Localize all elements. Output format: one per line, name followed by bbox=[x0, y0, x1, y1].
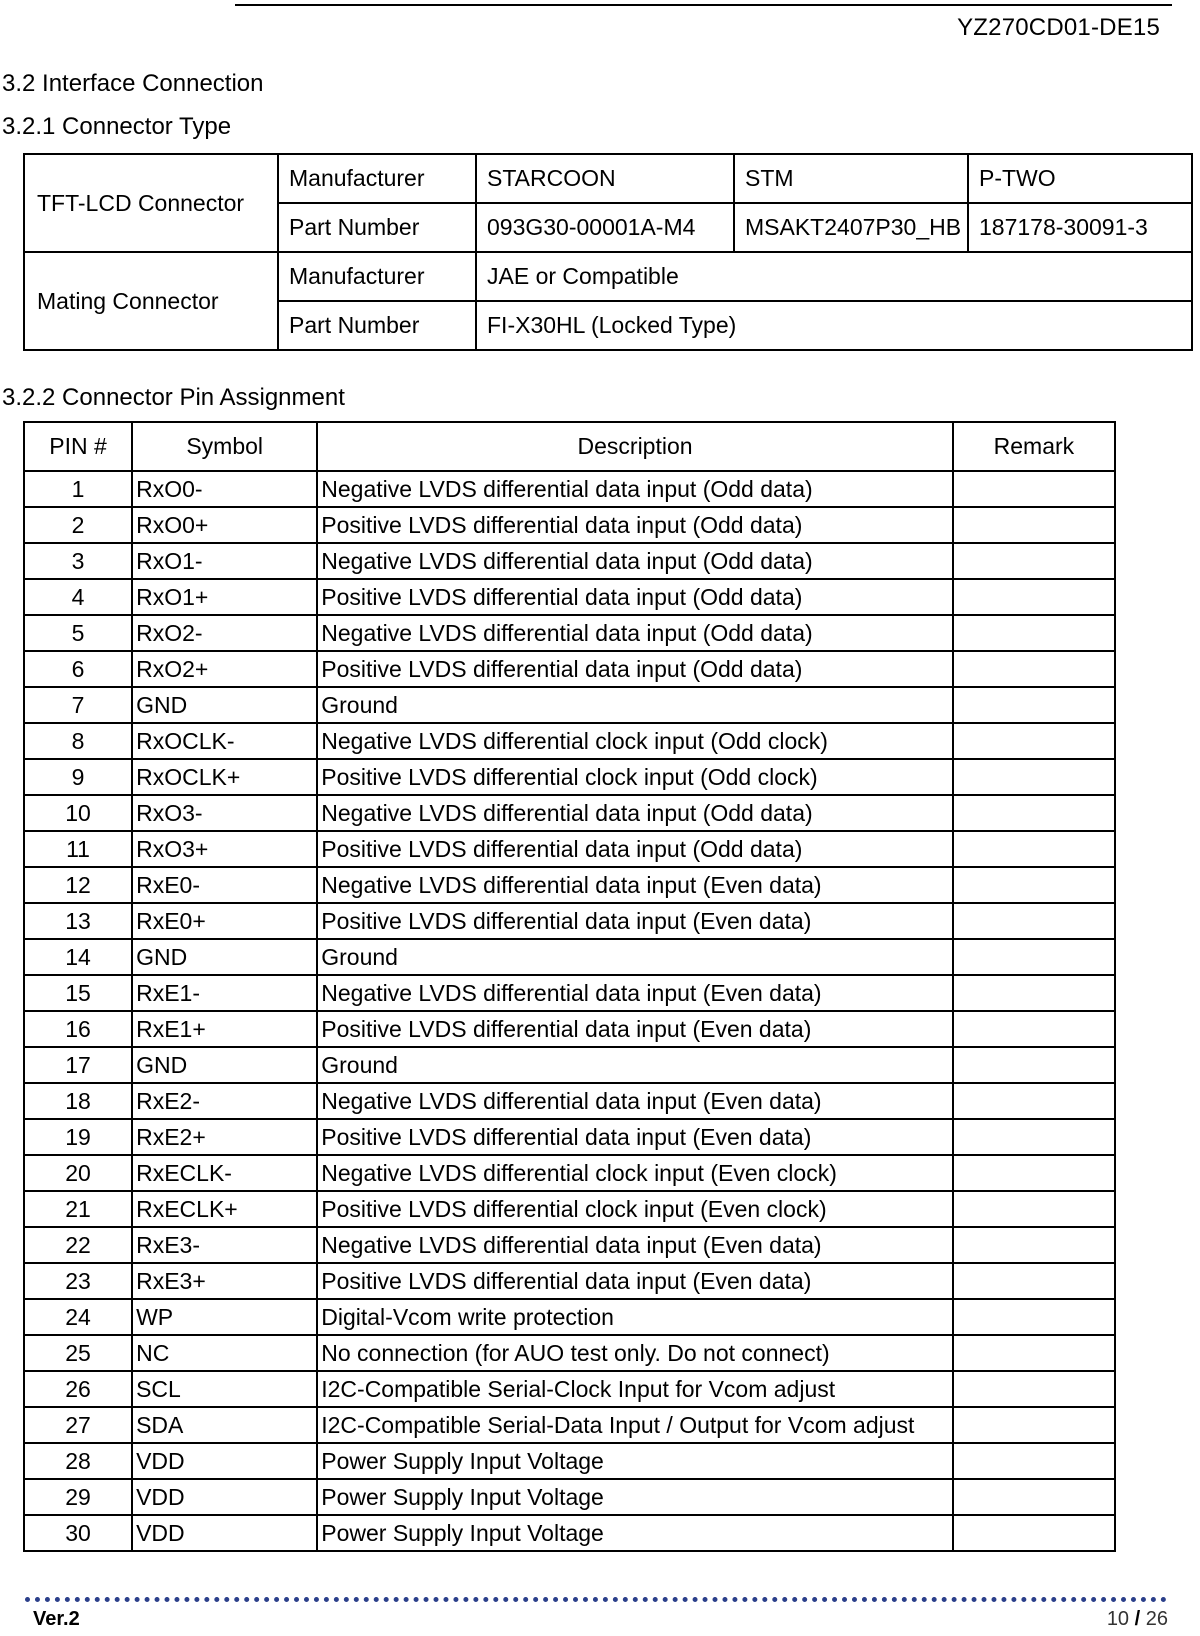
tft-part-number-cell: 093G30-00001A-M4 bbox=[476, 203, 734, 252]
table-row bbox=[24, 795, 1115, 831]
section-heading-interface: 3.2 Interface Connection bbox=[2, 70, 264, 97]
pin-cell: 24 bbox=[24, 1299, 132, 1335]
pin-cell: 2 bbox=[24, 507, 132, 543]
table-row bbox=[24, 939, 1115, 975]
part-number-label: Part Number bbox=[278, 203, 476, 252]
pin-cell: 12 bbox=[24, 867, 132, 903]
table-row bbox=[24, 1083, 1115, 1119]
description-cell: Negative LVDS differential data input (Even data) bbox=[317, 1083, 953, 1119]
symbol-cell: RxO1+ bbox=[132, 579, 317, 615]
table-row bbox=[24, 1443, 1115, 1479]
table-header-row bbox=[24, 422, 1115, 471]
remark-cell bbox=[953, 759, 1115, 795]
description-cell: Ground bbox=[317, 939, 953, 975]
description-cell: Positive LVDS differential data input (Even data) bbox=[317, 1263, 953, 1299]
symbol-cell: WP bbox=[132, 1299, 317, 1335]
tft-manufacturer-cell: P-TWO bbox=[968, 154, 1192, 203]
table-row bbox=[24, 1335, 1115, 1371]
symbol-cell: GND bbox=[132, 939, 317, 975]
symbol-cell: SDA bbox=[132, 1407, 317, 1443]
remark-cell bbox=[953, 831, 1115, 867]
pin-cell: 6 bbox=[24, 651, 132, 687]
mating-part-number-cell: FI-X30HL (Locked Type) bbox=[476, 301, 1192, 350]
symbol-cell: RxE3- bbox=[132, 1227, 317, 1263]
pin-table-body bbox=[24, 471, 1115, 1551]
table-row bbox=[24, 1047, 1115, 1083]
section-heading-connector-type: 3.2.1 Connector Type bbox=[2, 113, 232, 140]
connector-type-table bbox=[23, 153, 1193, 351]
remark-cell bbox=[953, 1479, 1115, 1515]
manufacturer-label: Manufacturer bbox=[278, 154, 476, 203]
symbol-cell: RxECLK- bbox=[132, 1155, 317, 1191]
description-cell: Positive LVDS differential data input (Odd data) bbox=[317, 507, 953, 543]
description-cell: Positive LVDS differential data input (Odd data) bbox=[317, 579, 953, 615]
pin-cell: 17 bbox=[24, 1047, 132, 1083]
symbol-cell: GND bbox=[132, 1047, 317, 1083]
symbol-cell: RxO1- bbox=[132, 543, 317, 579]
symbol-cell: RxO0- bbox=[132, 471, 317, 507]
table-row bbox=[24, 252, 1192, 301]
pin-cell: 18 bbox=[24, 1083, 132, 1119]
table-row bbox=[24, 867, 1115, 903]
table-row bbox=[24, 154, 1192, 203]
symbol-cell: GND bbox=[132, 687, 317, 723]
remark-cell bbox=[953, 1371, 1115, 1407]
symbol-cell: RxO2- bbox=[132, 615, 317, 651]
description-cell: No connection (for AUO test only. Do not connect) bbox=[317, 1335, 953, 1371]
pin-cell: 10 bbox=[24, 795, 132, 831]
symbol-cell: RxO0+ bbox=[132, 507, 317, 543]
symbol-cell: RxO3- bbox=[132, 795, 317, 831]
description-cell: I2C-Compatible Serial-Clock Input for Vcom adjust bbox=[317, 1371, 953, 1407]
remark-cell bbox=[953, 1263, 1115, 1299]
part-number-label: Part Number bbox=[278, 301, 476, 350]
column-header-symbol: Symbol bbox=[132, 422, 317, 471]
table-row bbox=[24, 615, 1115, 651]
table-row bbox=[24, 975, 1115, 1011]
remark-cell bbox=[953, 1515, 1115, 1551]
table-row bbox=[24, 723, 1115, 759]
manufacturer-label: Manufacturer bbox=[278, 252, 476, 301]
description-cell: Negative LVDS differential data input (Even data) bbox=[317, 1227, 953, 1263]
table-row bbox=[24, 1515, 1115, 1551]
symbol-cell: RxO2+ bbox=[132, 651, 317, 687]
description-cell: Power Supply Input Voltage bbox=[317, 1443, 953, 1479]
pin-cell: 3 bbox=[24, 543, 132, 579]
description-cell: Positive LVDS differential clock input (Even clock) bbox=[317, 1191, 953, 1227]
table-row bbox=[24, 759, 1115, 795]
description-cell: Negative LVDS differential clock input (Odd clock) bbox=[317, 723, 953, 759]
description-cell: Power Supply Input Voltage bbox=[317, 1479, 953, 1515]
pin-cell: 15 bbox=[24, 975, 132, 1011]
remark-cell bbox=[953, 1083, 1115, 1119]
symbol-cell: RxE0- bbox=[132, 867, 317, 903]
remark-cell bbox=[953, 1119, 1115, 1155]
description-cell: Negative LVDS differential data input (Odd data) bbox=[317, 795, 953, 831]
table-row bbox=[24, 1299, 1115, 1335]
description-cell: Digital-Vcom write protection bbox=[317, 1299, 953, 1335]
remark-cell bbox=[953, 687, 1115, 723]
table-row bbox=[24, 1407, 1115, 1443]
remark-cell bbox=[953, 867, 1115, 903]
column-header-remark: Remark bbox=[953, 422, 1115, 471]
table-row bbox=[24, 1191, 1115, 1227]
pin-cell: 9 bbox=[24, 759, 132, 795]
document-code: YZ270CD01-DE15 bbox=[957, 14, 1160, 41]
description-cell: Negative LVDS differential data input (Odd data) bbox=[317, 615, 953, 651]
remark-cell bbox=[953, 1047, 1115, 1083]
table-row bbox=[24, 1371, 1115, 1407]
pin-cell: 8 bbox=[24, 723, 132, 759]
remark-cell bbox=[953, 975, 1115, 1011]
remark-cell bbox=[953, 543, 1115, 579]
table-row bbox=[24, 1011, 1115, 1047]
symbol-cell: VDD bbox=[132, 1479, 317, 1515]
remark-cell bbox=[953, 615, 1115, 651]
symbol-cell: RxO3+ bbox=[132, 831, 317, 867]
description-cell: Negative LVDS differential clock input (Even clock) bbox=[317, 1155, 953, 1191]
description-cell: Negative LVDS differential data input (Odd data) bbox=[317, 543, 953, 579]
symbol-cell: VDD bbox=[132, 1443, 317, 1479]
remark-cell bbox=[953, 723, 1115, 759]
header-rule bbox=[235, 4, 1172, 6]
description-cell: Ground bbox=[317, 687, 953, 723]
description-cell: Negative LVDS differential data input (Even data) bbox=[317, 867, 953, 903]
remark-cell bbox=[953, 471, 1115, 507]
table-row bbox=[24, 651, 1115, 687]
page-separator: / bbox=[1134, 1608, 1141, 1630]
symbol-cell: VDD bbox=[132, 1515, 317, 1551]
description-cell: Positive LVDS differential data input (Odd data) bbox=[317, 831, 953, 867]
mating-manufacturer-cell: JAE or Compatible bbox=[476, 252, 1192, 301]
table-row bbox=[24, 1479, 1115, 1515]
pin-cell: 19 bbox=[24, 1119, 132, 1155]
pin-cell: 27 bbox=[24, 1407, 132, 1443]
table-row bbox=[24, 471, 1115, 507]
description-cell: Positive LVDS differential clock input (Odd clock) bbox=[317, 759, 953, 795]
symbol-cell: SCL bbox=[132, 1371, 317, 1407]
pin-cell: 11 bbox=[24, 831, 132, 867]
symbol-cell: RxOCLK- bbox=[132, 723, 317, 759]
section-heading-pin-assignment: 3.2.2 Connector Pin Assignment bbox=[2, 384, 345, 411]
page-number bbox=[1107, 1608, 1168, 1631]
column-header-description: Description bbox=[317, 422, 953, 471]
table-row bbox=[24, 543, 1115, 579]
pin-cell: 5 bbox=[24, 615, 132, 651]
symbol-cell: RxOCLK+ bbox=[132, 759, 317, 795]
table-row bbox=[24, 507, 1115, 543]
remark-cell bbox=[953, 939, 1115, 975]
symbol-cell: RxE1- bbox=[132, 975, 317, 1011]
symbol-cell: RxE1+ bbox=[132, 1011, 317, 1047]
pin-cell: 29 bbox=[24, 1479, 132, 1515]
pin-cell: 4 bbox=[24, 579, 132, 615]
pin-cell: 21 bbox=[24, 1191, 132, 1227]
table-row bbox=[24, 831, 1115, 867]
pin-cell: 26 bbox=[24, 1371, 132, 1407]
table-row bbox=[24, 579, 1115, 615]
description-cell: I2C-Compatible Serial-Data Input / Output for Vcom adjust bbox=[317, 1407, 953, 1443]
symbol-cell: RxE3+ bbox=[132, 1263, 317, 1299]
tft-manufacturer-cell: STM bbox=[734, 154, 968, 203]
pin-cell: 22 bbox=[24, 1227, 132, 1263]
mating-connector-label: Mating Connector bbox=[24, 252, 278, 350]
page-current: 10 bbox=[1106, 1608, 1130, 1630]
description-cell: Ground bbox=[317, 1047, 953, 1083]
symbol-cell: RxE2- bbox=[132, 1083, 317, 1119]
remark-cell bbox=[953, 507, 1115, 543]
remark-cell bbox=[953, 1011, 1115, 1047]
tft-part-number-cell: MSAKT2407P30_HB bbox=[734, 203, 968, 252]
symbol-cell: RxE0+ bbox=[132, 903, 317, 939]
version-label: Ver.2 bbox=[33, 1608, 80, 1630]
remark-cell bbox=[953, 1191, 1115, 1227]
description-cell: Power Supply Input Voltage bbox=[317, 1515, 953, 1551]
remark-cell bbox=[953, 1299, 1115, 1335]
description-cell: Positive LVDS differential data input (Even data) bbox=[317, 1011, 953, 1047]
description-cell: Positive LVDS differential data input (Even data) bbox=[317, 1119, 953, 1155]
tft-part-number-cell: 187178-30091-3 bbox=[968, 203, 1192, 252]
pin-cell: 16 bbox=[24, 1011, 132, 1047]
page-total: 26 bbox=[1145, 1608, 1168, 1630]
description-cell: Negative LVDS differential data input (Odd data) bbox=[317, 471, 953, 507]
pin-cell: 28 bbox=[24, 1443, 132, 1479]
footer-dotted-rule bbox=[25, 1597, 1167, 1602]
remark-cell bbox=[953, 903, 1115, 939]
description-cell: Positive LVDS differential data input (Even data) bbox=[317, 903, 953, 939]
pin-cell: 30 bbox=[24, 1515, 132, 1551]
remark-cell bbox=[953, 795, 1115, 831]
symbol-cell: RxECLK+ bbox=[132, 1191, 317, 1227]
remark-cell bbox=[953, 1443, 1115, 1479]
pin-cell: 14 bbox=[24, 939, 132, 975]
remark-cell bbox=[953, 651, 1115, 687]
symbol-cell: RxE2+ bbox=[132, 1119, 317, 1155]
remark-cell bbox=[953, 1407, 1115, 1443]
pin-cell: 1 bbox=[24, 471, 132, 507]
description-cell: Positive LVDS differential data input (Odd data) bbox=[317, 651, 953, 687]
table-row bbox=[24, 1119, 1115, 1155]
remark-cell bbox=[953, 1227, 1115, 1263]
table-row bbox=[24, 687, 1115, 723]
remark-cell bbox=[953, 1155, 1115, 1191]
description-cell: Negative LVDS differential data input (Even data) bbox=[317, 975, 953, 1011]
pin-cell: 13 bbox=[24, 903, 132, 939]
pin-cell: 20 bbox=[24, 1155, 132, 1191]
remark-cell bbox=[953, 579, 1115, 615]
table-row bbox=[24, 1155, 1115, 1191]
table-row bbox=[24, 903, 1115, 939]
pin-cell: 23 bbox=[24, 1263, 132, 1299]
pin-cell: 25 bbox=[24, 1335, 132, 1371]
pin-cell: 7 bbox=[24, 687, 132, 723]
table-row bbox=[24, 1227, 1115, 1263]
column-header-pin: PIN # bbox=[24, 422, 132, 471]
table-row bbox=[24, 1263, 1115, 1299]
symbol-cell: NC bbox=[132, 1335, 317, 1371]
tft-connector-label: TFT-LCD Connector bbox=[24, 154, 278, 252]
pin-assignment-table bbox=[23, 421, 1116, 1552]
tft-manufacturer-cell: STARCOON bbox=[476, 154, 734, 203]
remark-cell bbox=[953, 1335, 1115, 1371]
